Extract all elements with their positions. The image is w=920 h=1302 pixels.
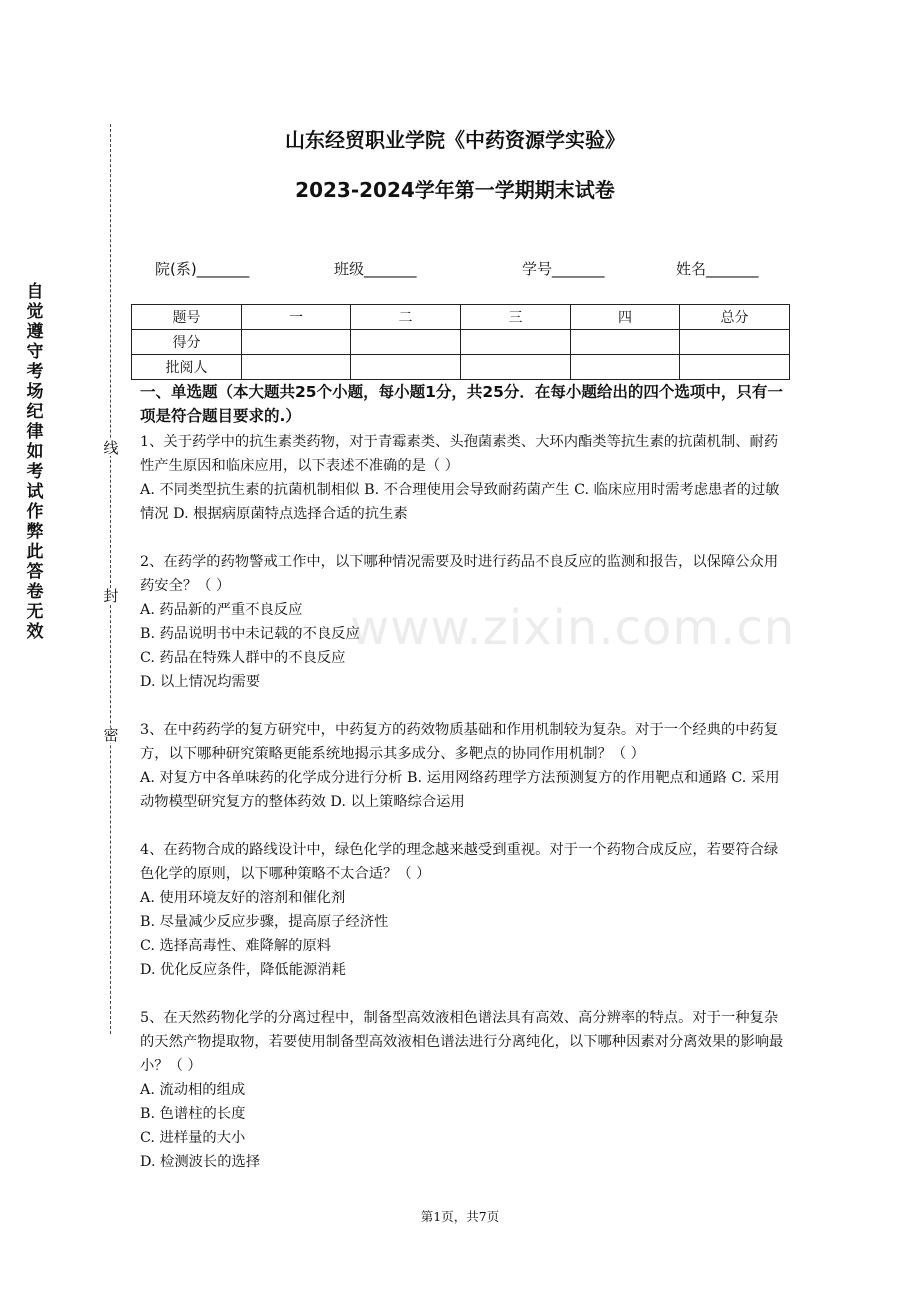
- question-1: [140, 430, 790, 526]
- score-cell[interactable]: [571, 330, 680, 355]
- binding-mark-line: 线: [103, 439, 119, 457]
- questions-section: [140, 380, 790, 1174]
- student-id-field[interactable]: 学号_______: [522, 260, 605, 278]
- option-b: B. 尽量减少反应步骤，提高原子经济性: [140, 914, 389, 930]
- score-cell[interactable]: [242, 330, 351, 355]
- binding-mark-secret: 密: [103, 726, 119, 744]
- page-footer: 第1页，共7页: [420, 1209, 500, 1224]
- option-b: B. 药品说明书中未记载的不良反应: [140, 626, 360, 642]
- option-a: A. 流动相的组成: [140, 1082, 246, 1098]
- option-d: D. 以上情况均需要: [140, 674, 261, 690]
- option-a: A. 药品新的严重不良反应: [140, 602, 303, 618]
- score-table-header-row: [132, 305, 790, 330]
- score-row-label: 得分: [132, 330, 242, 355]
- option-a: A. 使用环境友好的溶剂和催化剂: [140, 890, 346, 906]
- score-cell[interactable]: [680, 330, 790, 355]
- score-cell[interactable]: [351, 330, 461, 355]
- score-header-cell: 四: [571, 305, 680, 330]
- option-c: C. 选择高毒性、难降解的原料: [140, 938, 332, 954]
- question-options: A. 不同类型抗生素的抗菌机制相似 B. 不合理使用会导致耐药菌产生 C. 临床应用时需考虑患者的过敏情况 D. 根据病原菌特点选择合适的抗生素: [140, 482, 780, 522]
- grader-cell[interactable]: [571, 355, 680, 380]
- option-b: B. 色谱柱的长度: [140, 1106, 246, 1122]
- binding-mark-seal: 封: [103, 587, 119, 605]
- name-field[interactable]: 姓名_______: [676, 260, 759, 278]
- exam-subtitle: 2023-2024学年第一学期期末试卷: [295, 178, 615, 202]
- grader-cell[interactable]: [242, 355, 351, 380]
- department-field[interactable]: 院(系)_______: [155, 260, 250, 278]
- question-stem: 1、关于药学中的抗生素类药物，对于青霉素类、头孢菌素类、大环内酯类等抗生素的抗菌机制、耐药性产生原因和临床应用，以下表述不准确的是（ ）: [140, 434, 779, 474]
- question-4: [140, 838, 790, 982]
- option-d: D. 检测波长的选择: [140, 1154, 261, 1170]
- score-table-score-row: [132, 330, 790, 355]
- grader-cell[interactable]: [351, 355, 461, 380]
- option-d: D. 优化反应条件，降低能源消耗: [140, 962, 346, 978]
- option-c: C. 进样量的大小: [140, 1130, 246, 1146]
- question-stem: 3、在中药药学的复方研究中，中药复方的药效物质基础和作用机制较为复杂。对于一个经典的中药复方，以下哪种研究策略更能系统地揭示其多成分、多靶点的协同作用机制？（ ）: [140, 722, 779, 762]
- question-5: [140, 1006, 790, 1174]
- grader-cell[interactable]: [680, 355, 790, 380]
- question-2: [140, 550, 790, 694]
- score-header-cell: 三: [461, 305, 571, 330]
- section-heading: 一、单选题（本大题共25个小题，每小题1分，共25分．在每小题给出的四个选项中，只有一项是符合题目要求的.）: [140, 383, 783, 425]
- score-header-cell: 一: [242, 305, 351, 330]
- grader-cell[interactable]: [461, 355, 571, 380]
- exam-discipline-notice: 自觉遵守考场纪律如考试作弊此答卷无效: [26, 282, 44, 642]
- question-stem: 4、在药物合成的路线设计中，绿色化学的理念越来越受到重视。对于一个药物合成反应，若要符合绿色化学的原则，以下哪种策略不太合适？（ ）: [140, 842, 779, 882]
- watermark: www.zixin.com.cn: [350, 600, 796, 656]
- score-header-cell: 二: [351, 305, 461, 330]
- score-cell[interactable]: [461, 330, 571, 355]
- score-header-cell: 总分: [680, 305, 790, 330]
- exam-title: 山东经贸职业学院《中药资源学实验》: [285, 128, 625, 152]
- question-options: A. 对复方中各单味药的化学成分进行分析 B. 运用网络药理学方法预测复方的作用靶点和通路 C. 采用动物模型研究复方的整体药效 D. 以上策略综合运用: [140, 770, 780, 810]
- grader-row-label: 批阅人: [132, 355, 242, 380]
- question-stem: 5、在天然药物化学的分离过程中，制备型高效液相色谱法具有高效、高分辨率的特点。对于一种复杂的天然产物提取物，若要使用制备型高效液相色谱法进行分离纯化，以下哪种因素对分离效果的影响最小？（ ）: [140, 1010, 784, 1074]
- question-3: [140, 718, 790, 814]
- score-table: [131, 304, 790, 380]
- class-field[interactable]: 班级_______: [334, 260, 417, 278]
- question-stem: 2、在药学的药物警戒工作中，以下哪种情况需要及时进行药品不良反应的监测和报告，以保障公众用药安全？（ ）: [140, 554, 779, 594]
- score-table-grader-row: [132, 355, 790, 380]
- score-header-cell: 题号: [132, 305, 242, 330]
- option-c: C. 药品在特殊人群中的不良反应: [140, 650, 346, 666]
- student-info-row: [0, 258, 920, 280]
